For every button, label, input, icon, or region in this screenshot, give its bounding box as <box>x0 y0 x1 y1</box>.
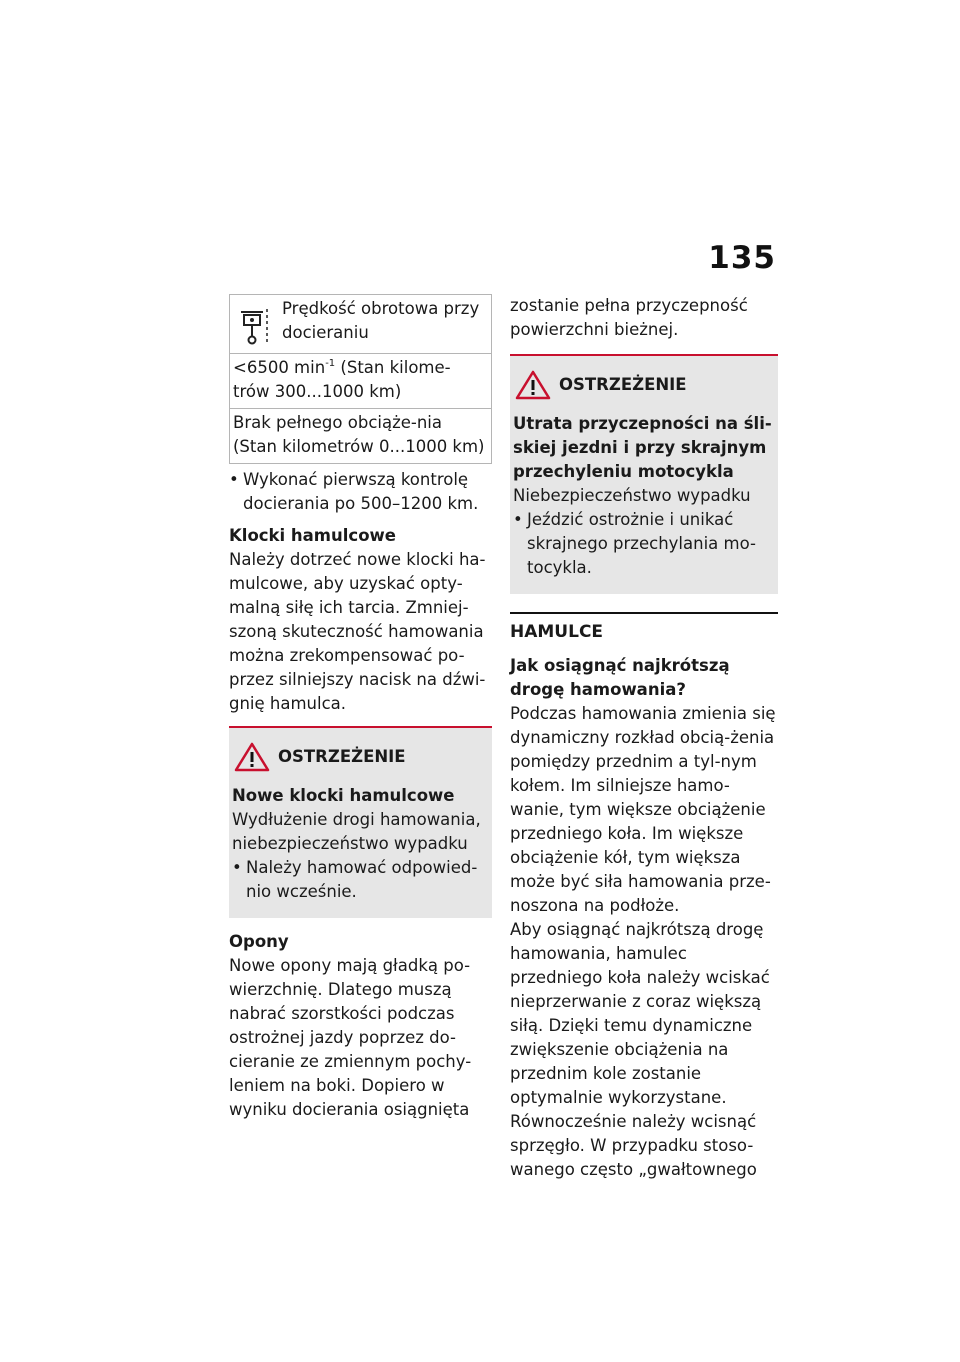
warning-subtitle: Nowe klocki hamulcowe <box>232 786 455 805</box>
right-column <box>510 294 778 1182</box>
warning-title: OSTRZEŻENIE <box>278 747 406 766</box>
warning-bullet-text: Jeździć ostrożnie i unikać skrajnego przechylania mo-tocykla. <box>527 510 756 577</box>
bullet-dot: • <box>513 510 523 529</box>
warning-bullet-text: Należy hamować odpowied-nio wcześnie. <box>246 858 478 901</box>
warning-text: Wydłużenie drogi hamowania, niebezpieczeństwo wypadku <box>232 810 481 853</box>
table-row-1-superscript: -1 <box>325 358 336 369</box>
continued-text: zostanie pełna przyczepność powierzchni bieżnej. <box>510 296 748 339</box>
tyres-heading: Opony <box>229 932 289 951</box>
table-header-label: Prędkość obrotowa przy docieraniu <box>282 299 480 342</box>
paragraph-1: Podczas hamowania zmienia się dynamiczny rozkład obcią-żenia pomiędzy przednim a tyl-nym kołem. Im silniejsze hamo-wanie, tym większe obciążenie przedniego koła. Im większe obciążenie kół, tym większa może być siła hamowania prze-noszona na podłoże. <box>510 704 776 915</box>
list-item-text: Wykonać pierwszą kontrolę docierania po 500–1200 km. <box>243 470 479 513</box>
warning-subtitle: Utrata przyczepności na śli-skiej jezdni i przy skrajnym przechyleniu motocykla <box>513 414 772 481</box>
paragraph-2: Aby osiągnąć najkrótszą drogę hamowania, hamulec przedniego koła należy wciskać nieprzerwanie z coraz większą siłą. Dzięki temu dynamiczne zwiększenie obciążenia na przednim kole zostanie optymalnie wykorzystane. Równocześnie należy wcisnąć sprzęgło. W przypadku stoso-wanego często „gwałtownego <box>510 920 770 1179</box>
left-column <box>229 294 492 1122</box>
break-in-table <box>229 294 492 464</box>
warning-title-row <box>513 370 774 400</box>
list-item <box>232 856 488 904</box>
subheading: Jak osiągnąć najkrótszą drogę hamowania? <box>510 656 730 699</box>
section-divider <box>510 612 778 644</box>
table-row <box>230 408 491 463</box>
warning-box <box>510 354 778 594</box>
bullet-dot: • <box>232 858 242 877</box>
warning-triangle-icon <box>515 370 551 400</box>
brake-pads-text: Należy dotrzeć nowe klocki ha-mulcowe, aby uzyskać opty-malną siłę ich tarcia. Zmniej-szoną skuteczność hamowania można zrekompensować po-przez silniejszy nacisk na dźwi-gnię hamulca. <box>229 550 486 713</box>
section-title: HAMULCE <box>510 622 604 642</box>
table-row-1-suffix: (Stan kilome-trów 300...1000 km) <box>233 358 451 401</box>
bullet-dot: • <box>229 470 239 489</box>
warning-title: OSTRZEŻENIE <box>559 375 687 394</box>
page-number: 135 <box>708 240 776 276</box>
warning-text: Niebezpieczeństwo wypadku <box>513 486 751 505</box>
list-item <box>513 508 774 580</box>
table-row-1-prefix: <6500 min <box>233 358 326 377</box>
list-item <box>229 468 492 516</box>
table-row <box>230 353 491 408</box>
brake-pads-heading: Klocki hamulcowe <box>229 526 396 545</box>
table-row-2-label: Brak pełnego obciąże-nia (Stan kilometrów 0...1000 km) <box>233 413 485 456</box>
table-header <box>230 295 491 353</box>
warning-title-row <box>232 742 488 772</box>
tyres-text: Nowe opony mają gładką po-wierzchnię. Dlatego muszą nabrać szorstkości podczas ostrożnej jazdy poprzez do-cieranie ze zmiennym pochy-leniem na boki. Dopiero w wyniku docierania osiągnięta <box>229 956 472 1119</box>
warning-box <box>229 726 492 918</box>
engine-piston-icon <box>240 303 274 347</box>
warning-triangle-icon <box>234 742 270 772</box>
